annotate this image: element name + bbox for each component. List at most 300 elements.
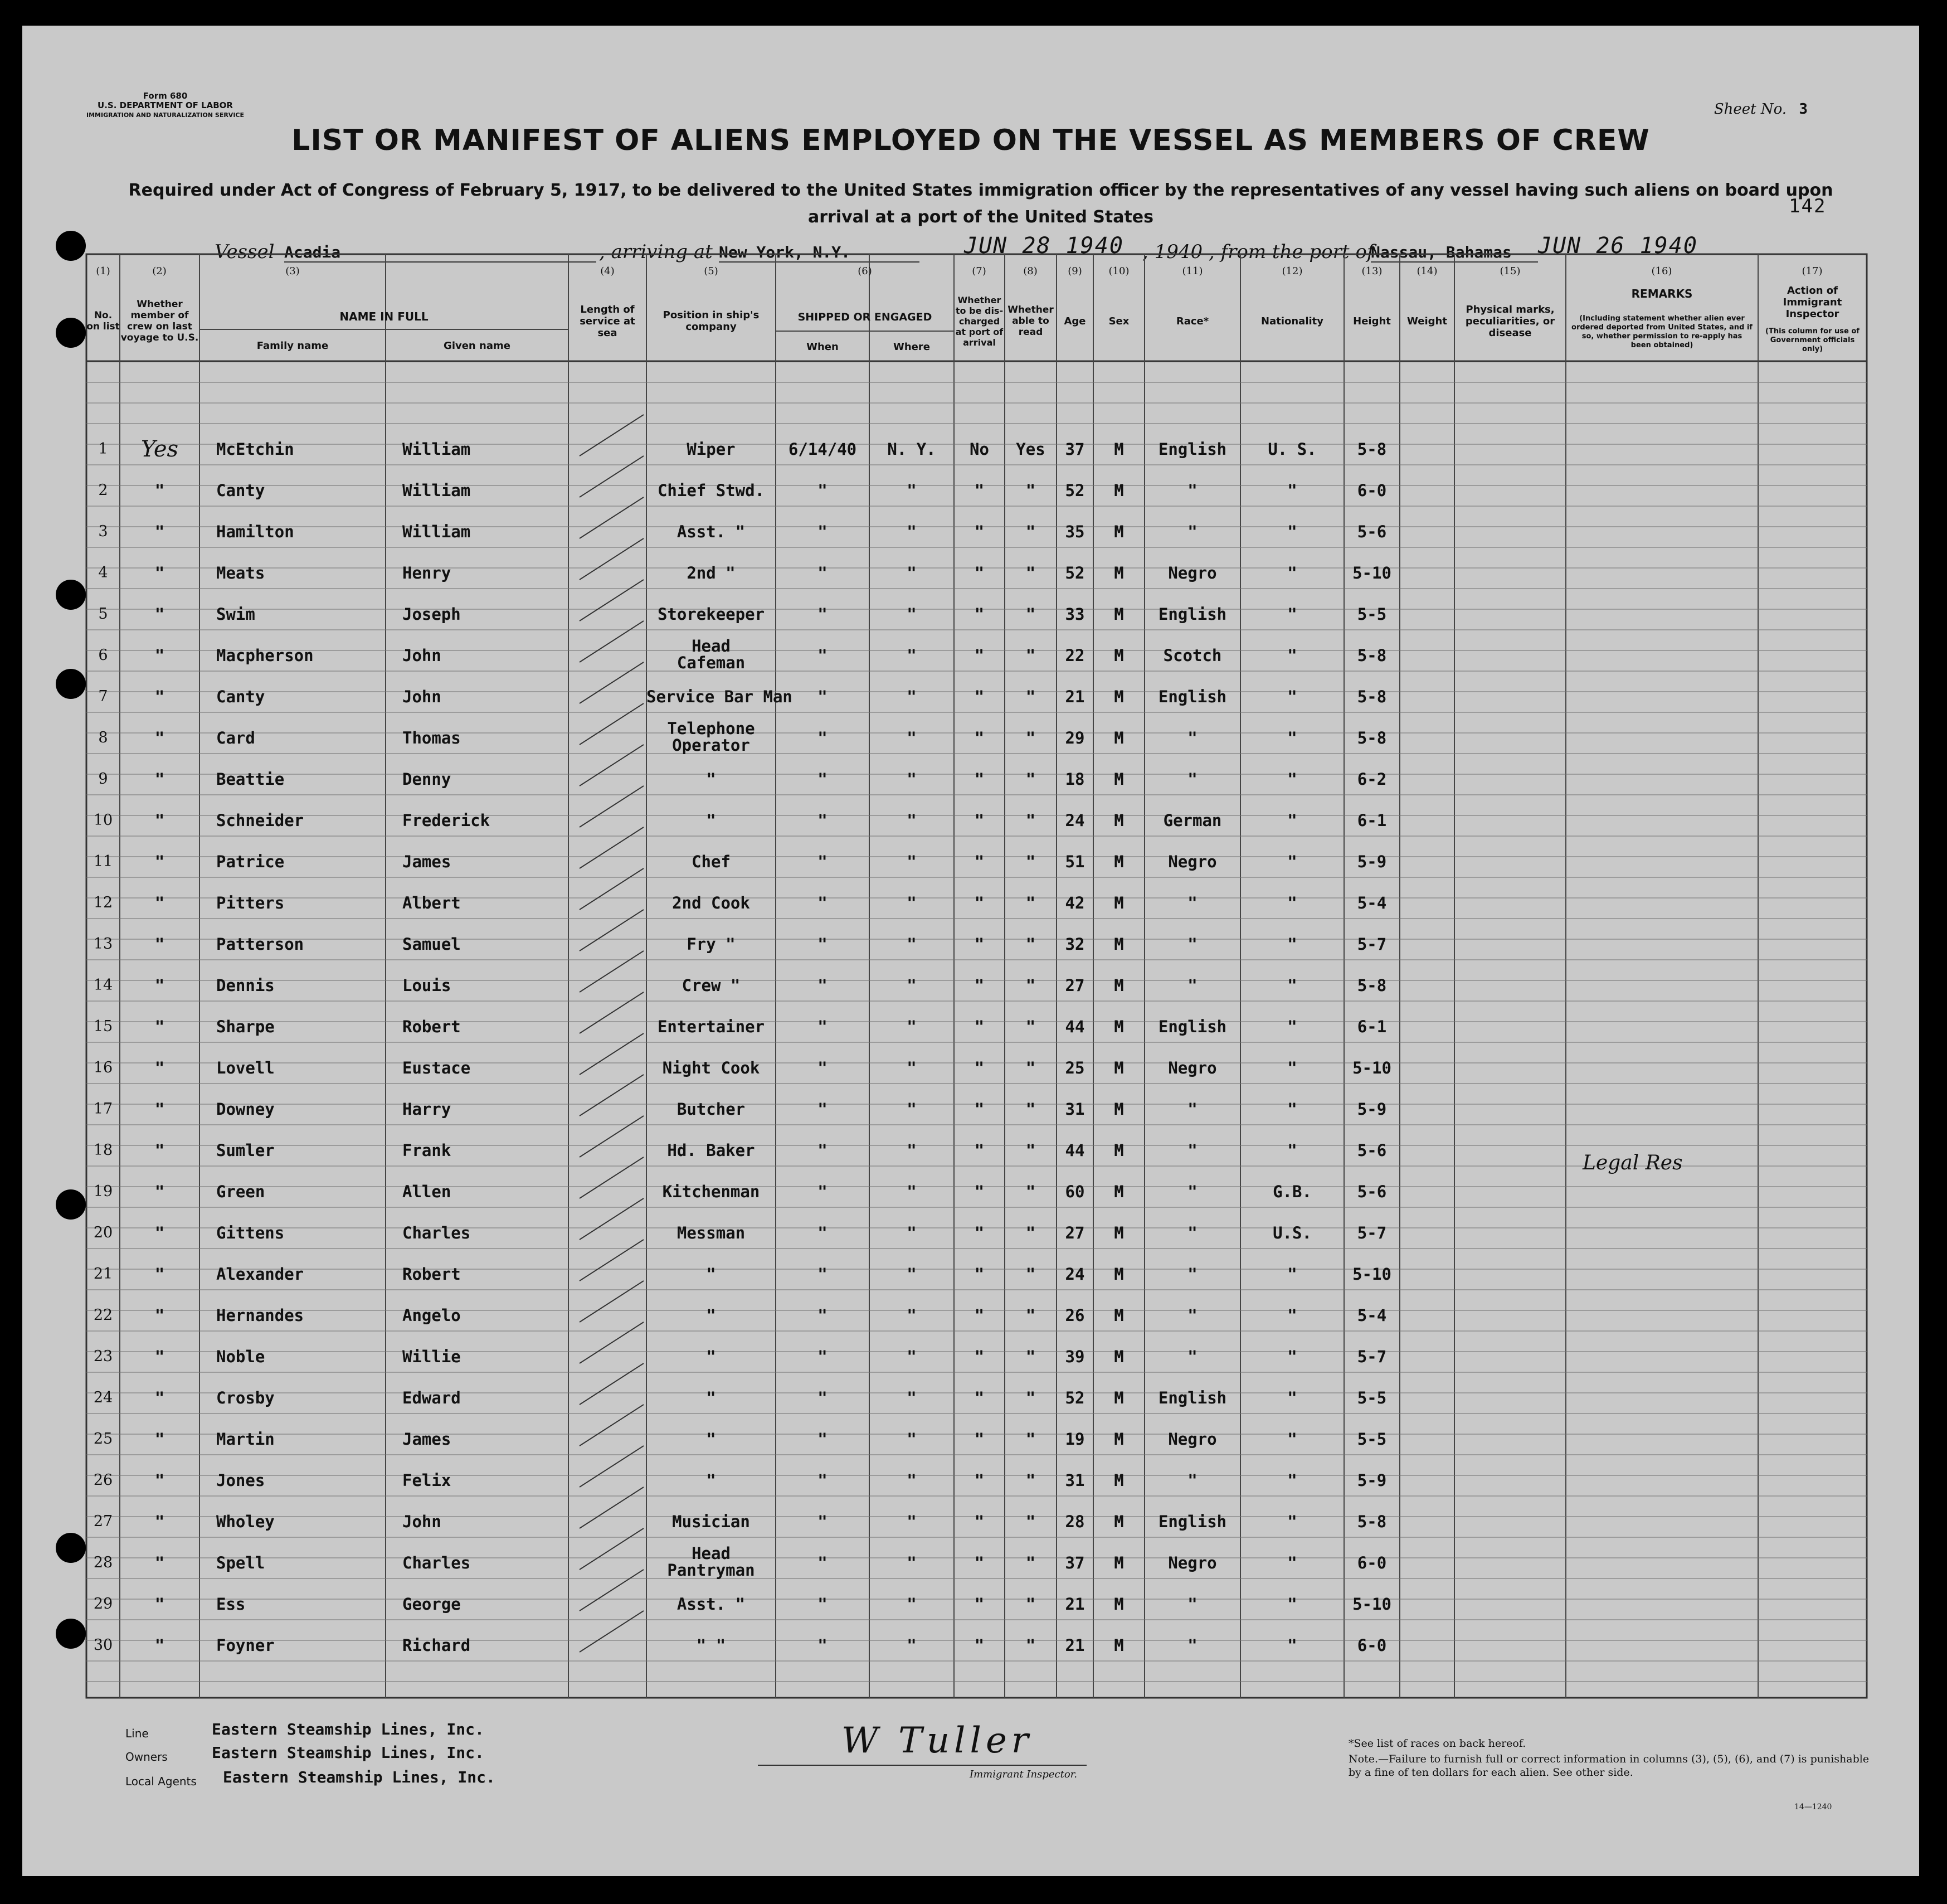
member-cell: "	[154, 976, 165, 995]
nationality-cell: G.B.	[1273, 1182, 1312, 1201]
race-cell: "	[1187, 1100, 1198, 1119]
given-cell: Samuel	[402, 935, 461, 954]
where-cell: "	[907, 1430, 917, 1449]
service: IMMIGRATION AND NATURALIZATION SERVICE	[86, 111, 245, 119]
column-header: Where	[893, 341, 930, 353]
position-cell: Messman	[676, 1223, 746, 1242]
column-header: Weight	[1407, 315, 1447, 327]
member-cell: "	[154, 1017, 165, 1036]
column-number: (12)	[1282, 265, 1303, 277]
age-cell: 21	[1065, 1636, 1085, 1655]
member-cell: "	[154, 728, 165, 747]
age-cell: 33	[1065, 605, 1085, 624]
age-cell: 31	[1065, 1100, 1085, 1119]
family-cell: McEtchin	[216, 440, 294, 459]
vessel-label: Vessel	[215, 241, 275, 263]
height-cell: 5-4	[1357, 1306, 1387, 1325]
discharged-cell: "	[974, 852, 985, 871]
position-cell: "	[706, 1430, 716, 1449]
height-cell: 5-9	[1357, 1100, 1387, 1119]
agents-label: Local Agents	[125, 1775, 197, 1788]
read-cell: "	[1025, 1265, 1036, 1284]
age-cell: 51	[1065, 852, 1085, 871]
sex-cell: M	[1114, 605, 1124, 624]
position-cell: Wiper	[687, 440, 736, 459]
discharged-cell: "	[974, 1306, 985, 1325]
position-cell: Head Pantryman	[667, 1544, 755, 1580]
race-cell: Negro	[1168, 564, 1217, 582]
position-cell: Crew "	[682, 976, 741, 995]
member-cell: "	[154, 1595, 165, 1614]
read-cell: "	[1025, 770, 1036, 789]
position-cell: Chief Stwd.	[657, 481, 765, 500]
year-from-label: , 1940 , from the port of	[1142, 241, 1374, 263]
age-cell: 27	[1065, 976, 1085, 995]
position-cell: Kitchenman	[662, 1182, 760, 1201]
race-cell: "	[1187, 1265, 1198, 1284]
column-header: SHIPPED OR ENGAGED	[797, 310, 932, 323]
sex-cell: M	[1114, 1595, 1124, 1614]
member-cell: "	[154, 1471, 165, 1490]
line-label: Line	[125, 1727, 149, 1740]
column-number: (5)	[704, 265, 718, 277]
sex-cell: M	[1114, 1553, 1124, 1572]
position-cell: "	[706, 811, 716, 830]
no-cell: 27	[93, 1513, 113, 1530]
family-cell: Martin	[216, 1430, 275, 1449]
where-cell: "	[907, 1512, 917, 1531]
nationality-cell: "	[1287, 1636, 1297, 1655]
given-cell: Harry	[402, 1100, 451, 1119]
family-cell: Sumler	[216, 1141, 275, 1160]
nationality-cell: "	[1287, 481, 1297, 500]
when-cell: "	[817, 728, 828, 747]
sex-cell: M	[1114, 481, 1124, 500]
when-cell: "	[817, 1595, 828, 1614]
height-cell: 5-10	[1352, 1265, 1391, 1284]
nationality-cell: "	[1287, 1347, 1297, 1366]
height-cell: 5-9	[1357, 1471, 1387, 1490]
race-cell: "	[1187, 1223, 1198, 1242]
position-cell: Night Cook	[662, 1058, 760, 1077]
column-number: (14)	[1417, 265, 1438, 277]
page-title: LIST OR MANIFEST OF ALIENS EMPLOYED ON THE VESSEL AS MEMBERS OF CREW	[291, 124, 1650, 157]
discharged-cell: "	[974, 893, 985, 912]
page-subtitle: Required under Act of Congress of February 5, 1917, to be delivered to the United States immigration officer by the representatives of any vessel having such aliens on board upon arrival at a port of the United States	[128, 181, 1833, 227]
member-cell: "	[154, 1347, 165, 1366]
age-cell: 28	[1065, 1512, 1085, 1531]
sex-cell: M	[1114, 893, 1124, 912]
read-cell: "	[1025, 1388, 1036, 1407]
given-cell: Willie	[402, 1347, 461, 1366]
sex-cell: M	[1114, 728, 1124, 747]
when-cell: "	[817, 1058, 828, 1077]
sex-cell: M	[1114, 1017, 1124, 1036]
no-cell: 26	[93, 1471, 113, 1489]
column-number: (2)	[152, 265, 167, 277]
height-cell: 5-6	[1357, 1182, 1387, 1201]
position-cell: Head Cafeman	[676, 637, 746, 672]
height-cell: 5-9	[1357, 852, 1387, 871]
race-cell: "	[1187, 1347, 1198, 1366]
read-cell: "	[1025, 852, 1036, 871]
nationality-cell: "	[1287, 1388, 1297, 1407]
no-cell: 12	[93, 894, 113, 911]
no-cell: 7	[98, 688, 108, 705]
no-cell: 19	[93, 1183, 113, 1200]
given-cell: Robert	[402, 1017, 461, 1036]
age-cell: 21	[1065, 1595, 1085, 1614]
owners-value: Eastern Steamship Lines, Inc.	[212, 1743, 484, 1762]
agents-value: Eastern Steamship Lines, Inc.	[223, 1768, 495, 1786]
nationality-cell: "	[1287, 1595, 1297, 1614]
member-cell: "	[154, 1636, 165, 1655]
column-number: (11)	[1182, 265, 1203, 277]
where-cell: "	[907, 522, 917, 541]
nationality-cell: "	[1287, 1471, 1297, 1490]
given-cell: William	[402, 440, 471, 459]
height-cell: 5-8	[1357, 1512, 1387, 1531]
column-header: NAME IN FULL	[339, 310, 429, 323]
position-cell: 2nd Cook	[672, 893, 750, 912]
race-cell: English	[1158, 605, 1227, 624]
age-cell: 19	[1065, 1430, 1085, 1449]
when-cell: "	[817, 522, 828, 541]
given-cell: John	[402, 687, 441, 706]
when-cell: "	[817, 1512, 828, 1531]
column-number: (8)	[1023, 265, 1038, 277]
read-cell: "	[1025, 1430, 1036, 1449]
nationality-cell: "	[1287, 728, 1297, 747]
given-cell: Edward	[402, 1388, 461, 1407]
given-cell: Albert	[402, 893, 461, 912]
when-cell: "	[817, 1347, 828, 1366]
no-cell: 11	[93, 853, 113, 870]
family-cell: Wholey	[216, 1512, 275, 1531]
where-cell: N. Y.	[887, 440, 936, 459]
race-cell: "	[1187, 1471, 1198, 1490]
column-header: Physical marks, peculiarities, or disease	[1465, 303, 1555, 339]
department: U.S. DEPARTMENT OF LABOR	[98, 100, 233, 110]
race-cell: English	[1158, 1017, 1227, 1036]
age-cell: 18	[1065, 770, 1085, 789]
when-cell: "	[817, 1388, 828, 1407]
given-cell: Frank	[402, 1141, 451, 1160]
punch-hole	[56, 1533, 86, 1563]
member-cell: "	[154, 1512, 165, 1531]
where-cell: "	[907, 1100, 917, 1119]
nationality-cell: "	[1287, 1017, 1297, 1036]
column-header: Age	[1064, 315, 1086, 327]
read-cell: "	[1025, 1347, 1036, 1366]
read-cell: "	[1025, 893, 1036, 912]
height-cell: 5-8	[1357, 976, 1387, 995]
read-cell: "	[1025, 935, 1036, 954]
position-cell: " "	[696, 1636, 726, 1655]
family-cell: Spell	[216, 1553, 265, 1572]
sex-cell: M	[1114, 440, 1124, 459]
discharged-cell: No	[970, 440, 989, 459]
column-number: (7)	[972, 265, 986, 277]
nationality-cell: U. S.	[1268, 440, 1317, 459]
where-cell: "	[907, 1595, 917, 1614]
age-cell: 44	[1065, 1017, 1085, 1036]
column-header: (Including statement whether alien ever ordered deported from United States, and if so, whether permission to re-apply has been obtained)	[1571, 314, 1753, 349]
line-value: Eastern Steamship Lines, Inc.	[212, 1720, 484, 1738]
nationality-cell: U.S.	[1273, 1223, 1312, 1242]
when-cell: "	[817, 935, 828, 954]
read-cell: "	[1025, 1017, 1036, 1036]
sex-cell: M	[1114, 1223, 1124, 1242]
race-cell: "	[1187, 1182, 1198, 1201]
position-cell: Service Bar Man	[646, 687, 792, 706]
discharged-cell: "	[974, 1182, 985, 1201]
no-cell: 21	[93, 1265, 113, 1283]
nationality-cell: "	[1287, 687, 1297, 706]
remark-row-19: Legal Res	[1583, 1152, 1683, 1174]
sex-cell: M	[1114, 1512, 1124, 1531]
no-cell: 13	[93, 935, 113, 953]
discharged-cell: "	[974, 1265, 985, 1284]
family-cell: Noble	[216, 1347, 265, 1366]
read-cell: "	[1025, 976, 1036, 995]
height-cell: 6-1	[1357, 811, 1387, 830]
column-header: Nationality	[1261, 315, 1323, 327]
sex-cell: M	[1114, 522, 1124, 541]
nationality-cell: "	[1287, 1306, 1297, 1325]
sex-cell: M	[1114, 1058, 1124, 1077]
column-header: Sex	[1108, 315, 1130, 327]
punch-hole	[56, 580, 86, 610]
no-cell: 1	[98, 440, 108, 458]
column-header: Whether to be dis-charged at port of arrival	[955, 294, 1004, 348]
no-cell: 25	[93, 1430, 113, 1448]
read-cell: "	[1025, 564, 1036, 582]
given-cell: Eustace	[402, 1058, 471, 1077]
read-cell: "	[1025, 1058, 1036, 1077]
given-cell: Allen	[402, 1182, 451, 1201]
column-number: (16)	[1651, 265, 1672, 277]
given-cell: Angelo	[402, 1306, 461, 1325]
member-cell: "	[154, 935, 165, 954]
discharged-cell: "	[974, 1553, 985, 1572]
when-cell: "	[817, 1223, 828, 1242]
column-header: Whether member of crew on last voyage to U.S.	[120, 299, 199, 343]
column-header: Given name	[444, 339, 510, 352]
no-cell: 15	[93, 1018, 113, 1035]
sex-cell: M	[1114, 935, 1124, 954]
where-cell: "	[907, 1306, 917, 1325]
discharged-cell: "	[974, 481, 985, 500]
column-header: Family name	[256, 339, 329, 352]
position-cell: Asst. "	[676, 522, 746, 541]
when-cell: "	[817, 564, 828, 582]
sex-cell: M	[1114, 1100, 1124, 1119]
family-cell: Beattie	[216, 770, 285, 789]
sex-cell: M	[1114, 811, 1124, 830]
form-number: Form 680	[143, 91, 188, 101]
read-cell: "	[1025, 522, 1036, 541]
family-cell: Foyner	[216, 1636, 275, 1655]
age-cell: 21	[1065, 687, 1085, 706]
column-number: (15)	[1500, 265, 1521, 277]
nationality-cell: "	[1287, 1512, 1297, 1531]
arrival-date-stamp: JUN 28 1940	[964, 233, 1124, 259]
position-cell: Telephone Operator	[667, 719, 755, 755]
when-cell: "	[817, 1265, 828, 1284]
height-cell: 5-7	[1357, 1223, 1387, 1242]
nationality-cell: "	[1287, 811, 1297, 830]
no-cell: 16	[93, 1059, 113, 1076]
member-cell: "	[154, 852, 165, 871]
height-cell: 5-5	[1357, 1388, 1387, 1407]
where-cell: "	[907, 605, 917, 624]
age-cell: 29	[1065, 728, 1085, 747]
read-cell: "	[1025, 1636, 1036, 1655]
age-cell: 35	[1065, 522, 1085, 541]
family-cell: Hamilton	[216, 522, 294, 541]
nationality-cell: "	[1287, 1430, 1297, 1449]
family-cell: Patterson	[216, 935, 304, 954]
member-cell: "	[154, 1306, 165, 1325]
when-cell: "	[817, 852, 828, 871]
given-cell: Thomas	[402, 728, 461, 747]
nationality-cell: "	[1287, 935, 1297, 954]
family-cell: Jones	[216, 1471, 265, 1490]
member-cell: "	[154, 1141, 165, 1160]
nationality-cell: "	[1287, 522, 1297, 541]
position-cell: Entertainer	[657, 1017, 765, 1036]
inspector-label: Immigrant Inspector.	[970, 1769, 1078, 1780]
family-cell: Green	[216, 1182, 265, 1201]
when-cell: "	[817, 481, 828, 500]
member-cell: "	[154, 1223, 165, 1242]
nationality-cell: "	[1287, 1058, 1297, 1077]
age-cell: 52	[1065, 481, 1085, 500]
read-cell: "	[1025, 481, 1036, 500]
where-cell: "	[907, 1388, 917, 1407]
given-cell: Frederick	[402, 811, 490, 830]
where-cell: "	[907, 564, 917, 582]
nationality-cell: "	[1287, 646, 1297, 665]
where-cell: "	[907, 481, 917, 500]
age-cell: 44	[1065, 1141, 1085, 1160]
age-cell: 60	[1065, 1182, 1085, 1201]
no-cell: 10	[93, 812, 113, 829]
when-cell: "	[817, 1471, 828, 1490]
column-header: Whether able to read	[1007, 304, 1054, 338]
no-cell: 9	[98, 770, 108, 788]
sex-cell: M	[1114, 1430, 1124, 1449]
discharged-cell: "	[974, 646, 985, 665]
race-cell: "	[1187, 1306, 1198, 1325]
sex-cell: M	[1114, 1265, 1124, 1284]
member-cell: "	[154, 1388, 165, 1407]
race-cell: German	[1163, 811, 1222, 830]
discharged-cell: "	[974, 976, 985, 995]
read-cell: "	[1025, 605, 1036, 624]
given-cell: Richard	[402, 1636, 471, 1655]
race-cell: "	[1187, 976, 1198, 995]
where-cell: "	[907, 811, 917, 830]
column-header: Length of service at sea	[580, 303, 635, 339]
column-number: (17)	[1802, 265, 1823, 277]
vessel-name: Acadia	[284, 243, 596, 263]
where-cell: "	[907, 1017, 917, 1036]
when-cell: "	[817, 770, 828, 789]
age-cell: 24	[1065, 1265, 1085, 1284]
race-cell: Negro	[1168, 1430, 1217, 1449]
given-cell: Henry	[402, 564, 451, 582]
age-cell: 24	[1065, 811, 1085, 830]
where-cell: "	[907, 935, 917, 954]
when-cell: "	[817, 1141, 828, 1160]
sex-cell: M	[1114, 646, 1124, 665]
discharged-cell: "	[974, 1100, 985, 1119]
family-cell: Sharpe	[216, 1017, 275, 1036]
read-cell: "	[1025, 1512, 1036, 1531]
position-cell: 2nd "	[687, 564, 736, 582]
no-cell: 28	[93, 1554, 113, 1571]
given-cell: Joseph	[402, 605, 461, 624]
column-header: Height	[1353, 315, 1391, 327]
no-cell: 5	[98, 605, 108, 623]
sex-cell: M	[1114, 1182, 1124, 1201]
departure-date-stamp: JUN 26 1940	[1538, 233, 1698, 259]
position-cell: "	[706, 1347, 716, 1366]
age-cell: 31	[1065, 1471, 1085, 1490]
family-cell: Alexander	[216, 1265, 304, 1284]
nationality-cell: "	[1287, 564, 1297, 582]
race-cell: "	[1187, 728, 1198, 747]
discharged-cell: "	[974, 522, 985, 541]
family-cell: Downey	[216, 1100, 275, 1119]
race-cell: Negro	[1168, 1553, 1217, 1572]
race-cell: "	[1187, 893, 1198, 912]
race-cell: English	[1158, 1512, 1227, 1531]
discharged-cell: "	[974, 564, 985, 582]
when-cell: "	[817, 646, 828, 665]
position-cell: "	[706, 1306, 716, 1325]
sex-cell: M	[1114, 1636, 1124, 1655]
position-cell: Butcher	[676, 1100, 746, 1119]
family-cell: Crosby	[216, 1388, 275, 1407]
family-cell: Swim	[216, 605, 255, 624]
discharged-cell: "	[974, 1017, 985, 1036]
when-cell: "	[817, 1100, 828, 1119]
discharged-cell: "	[974, 1595, 985, 1614]
given-cell: James	[402, 1430, 451, 1449]
no-cell: 18	[93, 1142, 113, 1159]
no-cell: 4	[98, 564, 108, 581]
penalty-note: Note.—Failure to furnish full or correct information in columns (3), (5), (6), and (7) is punishable by a fine of ten dollars for each alien. See other side.	[1349, 1753, 1870, 1779]
age-cell: 26	[1065, 1306, 1085, 1325]
where-cell: "	[907, 1553, 917, 1572]
position-cell: "	[706, 1388, 716, 1407]
given-cell: John	[402, 646, 441, 665]
family-cell: Pitters	[216, 893, 285, 912]
discharged-cell: "	[974, 1388, 985, 1407]
where-cell: "	[907, 893, 917, 912]
position-cell: Hd. Baker	[667, 1141, 755, 1160]
discharged-cell: "	[974, 1636, 985, 1655]
when-cell: "	[817, 687, 828, 706]
given-cell: Charles	[402, 1553, 471, 1572]
when-cell: "	[817, 605, 828, 624]
no-cell: 24	[93, 1389, 113, 1406]
when-cell: "	[817, 1306, 828, 1325]
family-cell: Macpherson	[216, 646, 314, 665]
